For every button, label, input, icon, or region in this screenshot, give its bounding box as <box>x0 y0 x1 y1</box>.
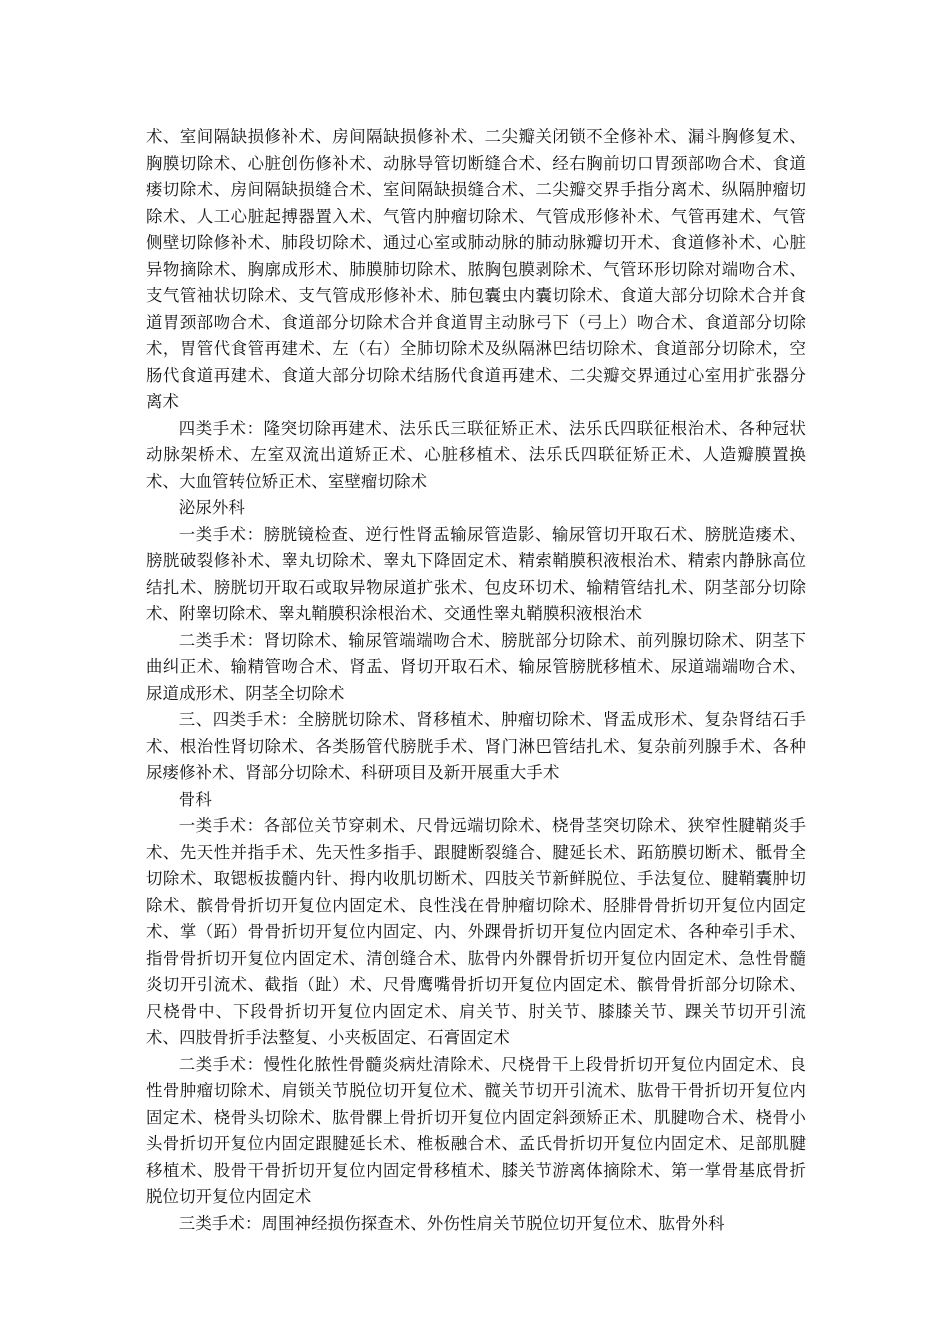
paragraph-class4-surgery: 四类手术：隆突切除再建术、法乐氏三联征矫正术、法乐氏四联征根治术、各种冠状动脉架桥术、左室双流出道矫正术、心脏移植术、法乐氏四联征矫正术、人造瓣膜置换术、大血管转位矫正术、室壁瘤切除术 <box>146 418 806 491</box>
paragraph-urology-class2: 二类手术：肾切除术、输尿管端端吻合术、膀胱部分切除术、前列腺切除术、阴茎下曲纠正术、输精管吻合术、肾盂、肾切开取石术、输尿管膀胱移植术、尿道端端吻合术、尿道成形术、阴茎全切除术 <box>146 630 806 703</box>
section-heading-urology: 泌尿外科 <box>178 498 245 517</box>
paragraph-urology-class1: 一类手术：膀胱镜检查、逆行性肾盂输尿管造影、输尿管切开取石术、膀胱造瘘术、膀胱破裂修补术、睾丸切除术、睾丸下降固定术、精索鞘膜积液根治术、精索内静脉高位结扎术、膀胱切开取石或取异物尿道扩张术、包皮环切术、输精管结扎术、阴茎部分切除术、附睾切除术、睾丸鞘膜积涂根治术、交通性睾丸鞘膜积液根治术 <box>146 524 806 623</box>
paragraph-orthopedics-class2: 二类手术：慢性化脓性骨髓炎病灶清除术、尺桡骨干上段骨折切开复位内固定术、良性骨肿瘤切除术、肩锁关节脱位切开复位术、髋关节切开引流术、肱骨干骨折切开复位内固定术、桡骨头切除术、肱骨髁上骨折切开复位内固定斜颈矫正术、肌腱吻合术、桡骨小头骨折切开复位内固定跟腱延长术、椎板融合术、孟氏骨折切开复位内固定术、足部肌腱移植术、股骨干骨折切开复位内固定骨移植术、膝关节游离体摘除术、第一掌骨基底骨折脱位切开复位内固定术 <box>146 1054 806 1206</box>
paragraph-orthopedics-class3: 三类手术：周围神经损伤探查术、外伤性肩关节脱位切开复位术、肱骨外科 <box>178 1213 725 1233</box>
section-heading-orthopedics: 骨科 <box>178 789 212 809</box>
document-page <box>146 124 806 1237</box>
paragraph-orthopedics-class1: 一类手术：各部位关节穿刺术、尺骨远端切除术、桡骨茎突切除术、狭窄性腱鞘炎手术、先天性并指手术、先天性多指手、跟腱断裂缝合、腱延长术、跖筋膜切断术、骶骨全切除术、取锶板拔髓内针、拇内收肌切断术、四肢关节新鲜脱位、手法复位、腱鞘囊肿切除术、髌骨骨折切开复位内固定术、良性浅在骨肿瘤切除术、胫腓骨骨折切开复位内固定术、掌（跖）骨骨折切开复位内固定、内、外踝骨折切开复位内固定术、各种牵引手术、指骨骨折切开复位内固定术、清创缝合术、肱骨内外髁骨折切开复位内固定术、急性骨髓炎切开引流术、截指（趾）术、尺骨鹰嘴骨折切开复位内固定术、髌骨骨折部分切除术、尺桡骨中、下段骨折切开复位内固定术、肩关节、肘关节、膝膝关节、踝关节切开引流术、四肢骨折手法整复、小夹板固定、石膏固定术 <box>146 816 806 1047</box>
paragraph-cardiothoracic-list: 术、室间隔缺损修补术、房间隔缺损修补术、二尖瓣关闭锁不全修补术、漏斗胸修复术、胸膜切除术、心脏创伤修补术、动脉导管切断缝合术、经右胸前切口胃颈部吻合术、食道瘘切除术、房间隔缺损缝合术、室间隔缺损缝合术、二尖瓣交界手指分离术、纵隔肿瘤切除术、人工心脏起搏器置入术、气管内肿瘤切除术、气管成形修补术、气管再建术、气管侧壁切除修补术、肺段切除术、通过心室或肺动脉的肺动脉瓣切开术、食道修补术、心脏异物摘除术、胸廓成形术、肺膜肺切除术、脓胸包膜剥除术、气管环形切除对端吻合术、支气管袖状切除术、支气管成形修补术、肺包囊虫内囊切除术、食道大部分切除术合并食道胃颈部吻合术、食道部分切除术合并食道胃主动脉弓下（弓上）吻合术、食道部分切除术，胃管代食管再建术、左（右）全肺切除术及纵隔淋巴结切除术、食道部分切除术，空肠代食道再建术、食道大部分切除术结肠代食道再建术、二尖瓣交界通过心室用扩张器分离术 <box>146 127 806 411</box>
paragraph-urology-class3-4: 三、四类手术：全膀胱切除术、肾移植术、肿瘤切除术、肾盂成形术、复杂肾结石手术、根治性肾切除术、各类肠管代膀胱手术、肾门淋巴管结扎术、复杂前列腺手术、各种尿瘘修补术、肾部分切除术、科研项目及新开展重大手术 <box>146 710 806 782</box>
